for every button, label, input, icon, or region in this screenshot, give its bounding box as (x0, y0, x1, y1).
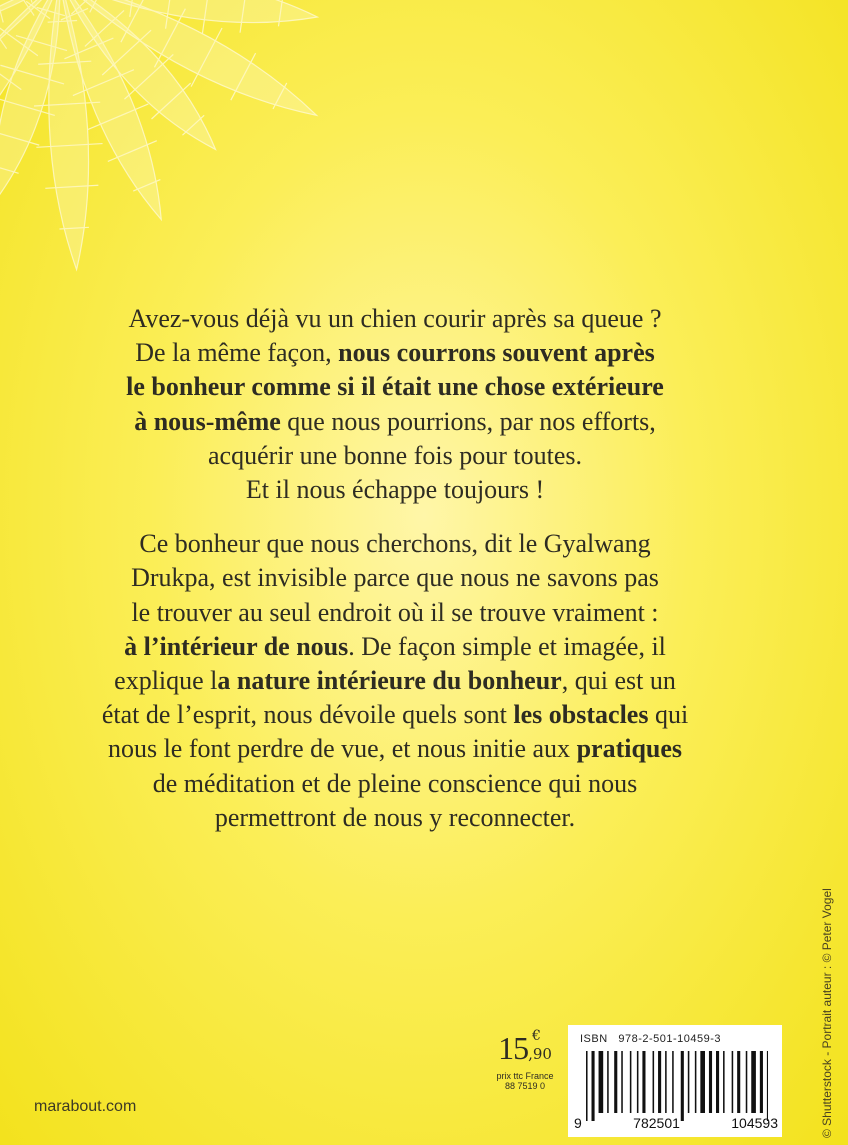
photo-credit: © Shutterstock - Portrait auteur : © Peter Vogel (820, 888, 834, 1138)
barcode-bar (653, 1051, 655, 1113)
body-text: De la même façon, (135, 338, 339, 368)
body-text: . De façon simple et imagée, il (348, 631, 666, 661)
barcode-bar (599, 1051, 604, 1113)
publisher-website: marabout.com (34, 1098, 137, 1115)
barcode-digit-group: 782501 (633, 1115, 680, 1131)
emphasis-text: nous courrons souvent après (338, 338, 655, 368)
blurb-paragraph-2 (0, 527, 790, 835)
price-note: prix ttc France (496, 1071, 554, 1081)
flower-illustration (0, 0, 400, 300)
body-text: Et il nous échappe toujours ! (245, 475, 545, 505)
barcode-bar (746, 1051, 748, 1113)
currency-symbol: € (532, 1028, 541, 1044)
barcode-bar (586, 1051, 588, 1121)
barcode-bar (614, 1051, 617, 1113)
body-text: qui (648, 700, 689, 730)
body-text: de méditation et de pleine conscience qui nous (152, 768, 638, 798)
barcode-bar (607, 1051, 609, 1113)
price-cents: ,90 (528, 1045, 552, 1063)
emphasis-text: a nature intérieure du bonheur (217, 666, 562, 696)
barcode-bar (621, 1051, 623, 1113)
emphasis-text: les obstacles (513, 700, 649, 730)
emphasis-text: à l’intérieur de nous (124, 631, 349, 661)
barcode-bar (665, 1051, 667, 1113)
barcode-bar (672, 1051, 674, 1113)
blurb-paragraph-1 (0, 302, 790, 507)
body-text: que nous pourrions, par nos efforts, (280, 406, 656, 436)
isbn-text (580, 1033, 721, 1045)
barcode-bar (695, 1051, 697, 1113)
barcode-bar (732, 1051, 734, 1113)
body-text: Avez-vous déjà vu un chien courir après sa queue ? (128, 304, 662, 333)
price-block (490, 1030, 560, 1091)
barcode-bar (681, 1051, 684, 1121)
body-text: état de l’esprit, nous dévoile quels sont (101, 700, 514, 730)
emphasis-text: le bonheur comme si il était une chose extérieure (126, 372, 664, 402)
product-code: 88 7519 0 (504, 1081, 546, 1091)
body-text: permettront de nous y reconnecter. (214, 802, 576, 832)
barcode-bar (737, 1051, 740, 1113)
barcode-bar (658, 1051, 661, 1113)
body-text: le trouver au seul endroit où il se trouve vraiment : (131, 597, 659, 627)
barcode-bar (716, 1051, 719, 1113)
emphasis-text: pratiques (576, 734, 683, 764)
barcode-bar (700, 1051, 705, 1113)
barcode-digits (574, 1115, 778, 1131)
back-cover-blurb (0, 302, 790, 835)
isbn-label: ISBN (580, 1033, 608, 1045)
body-text: nous le font perdre de vue, et nous initie aux (107, 734, 577, 764)
body-text: explique l (114, 666, 218, 696)
body-text: acquérir une bonne fois pour toutes. (207, 440, 582, 470)
barcode-bar (642, 1051, 645, 1113)
barcode-bar (637, 1051, 639, 1113)
barcode-digit-group: 104593 (731, 1115, 778, 1131)
barcode-bar (760, 1051, 763, 1113)
isbn-number: 978-2-501-10459-3 (618, 1033, 722, 1045)
barcode-bars (582, 1051, 768, 1121)
isbn-barcode (568, 1025, 782, 1137)
barcode-bar (723, 1051, 725, 1113)
price-amount: 15 (498, 1030, 529, 1066)
barcode-bar (630, 1051, 632, 1113)
barcode-bar (767, 1051, 768, 1121)
body-text: Drukpa, est invisible parce que nous ne savons pas (131, 563, 659, 593)
barcode-digit-group: 9 (574, 1115, 582, 1131)
barcode-bar (709, 1051, 712, 1113)
barcode-bar (751, 1051, 756, 1113)
barcode-bar (592, 1051, 595, 1121)
emphasis-text: à nous-même (134, 406, 281, 436)
body-text: , qui est un (561, 666, 676, 696)
barcode-bar (688, 1051, 690, 1113)
body-text: Ce bonheur que nous cherchons, dit le Gyalwang (139, 529, 651, 559)
